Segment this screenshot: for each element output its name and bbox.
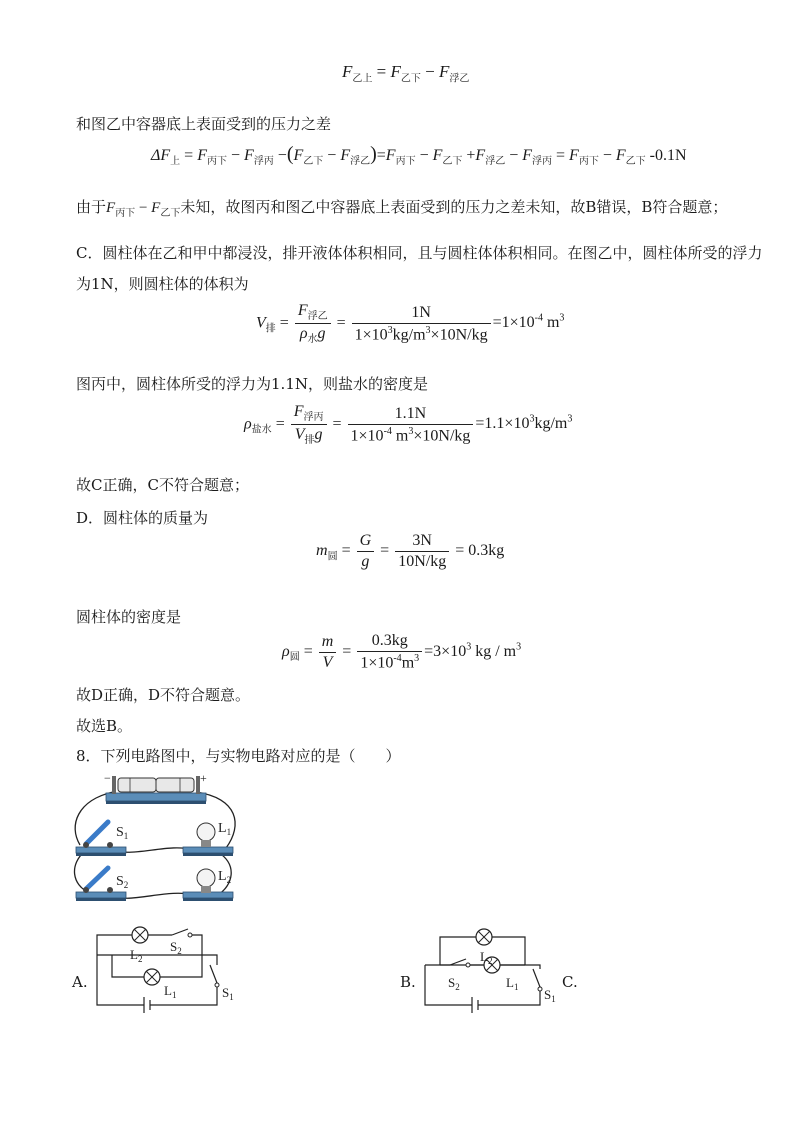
svg-text:L2: $L_2$	[218, 869, 232, 885]
svg-text:S1: $S_1$	[544, 987, 556, 1004]
paragraph-c-line2: 为1N，则圆柱体的体积为	[76, 275, 249, 293]
svg-text:S2: $S_2$	[116, 874, 129, 890]
paragraph-density-intro: 圆柱体的密度是	[76, 608, 182, 626]
equation-salt-density: $\rho_{盐水}$ = $\frac{F_{浮丙}}{V_排g}$ = $\frac{1.1N}{1\times 10^{-4} m^3\times 10N/kg}$ $=1.1\times 10^3kg/m^3$	[244, 403, 573, 447]
svg-text:L1: $L_1$	[506, 975, 519, 992]
equation-cylinder-density: $\rho_圆$ = $\frac{m}{V}$ = $\frac{0.3kg}{1\times 10^{-4}m^3}$ $=3\times 10^3$ kg / $m^3$	[282, 632, 522, 672]
battery-plus-label: +	[200, 771, 207, 785]
paragraph-unknown: 由于$F_{丙下} - F_{乙下}$未知，故图丙和图乙中容器底上表面受到的压力之差未知，故B错误，B符合题意；	[76, 198, 728, 219]
lamp-l2-icon	[476, 929, 492, 945]
svg-text:S1: $S_1$	[116, 825, 129, 841]
paragraph-answer: 故选B。	[76, 717, 133, 735]
equation-f-top: $F_{乙上} = F_{乙下} - F_{浮乙}$	[342, 62, 470, 85]
paragraph-d-intro: D．圆柱体的质量为	[76, 509, 209, 527]
physical-circuit-diagram	[68, 770, 248, 920]
paragraph-salt-water: 图丙中，圆柱体所受的浮力为1.1N，则盐水的密度是	[76, 375, 428, 393]
svg-text:S2: $S_2$	[448, 975, 460, 992]
svg-text:S1: $S_1$	[222, 985, 234, 1002]
lamp-l1-icon	[144, 969, 160, 985]
equation-delta-f: $\Delta F_上 = F_{丙下} - F_{浮丙} -(F_{乙下} - F_{浮乙})=F_{丙下} - F_{乙下} +F_{浮乙} - F_{浮丙} = F_{丙下} - F_{乙下}$ -0.1N	[151, 143, 687, 168]
svg-text:L2: $L_2$	[130, 947, 143, 964]
equation-mass: $m_圆$ = $\frac{G}{g}$ = $\frac{3N}{10N/kg}$ = 0.3kg	[316, 532, 505, 570]
option-a-circuit[interactable]	[92, 925, 252, 1015]
lamp-l2-icon	[132, 927, 148, 943]
option-c-label[interactable]: C.	[562, 973, 578, 991]
battery-minus-label: −	[104, 771, 111, 785]
svg-text:L1: $L_1$	[164, 983, 177, 1000]
svg-text:L1: $L_1$	[218, 821, 232, 837]
paragraph-c-line1: C．圆柱体在乙和甲中都浸没，排开液体体积相同，且与圆柱体体积相同。在图乙中，圆柱体所受的浮力	[76, 244, 763, 262]
svg-text:S2: $S_2$	[170, 939, 182, 956]
paragraph-c-conclusion: 故C正确，C不符合题意；	[76, 476, 249, 494]
svg-text:L2: $L_2$	[480, 949, 493, 966]
paragraph-d-conclusion: 故D正确，D不符合题意。	[76, 686, 251, 704]
option-b-label[interactable]: B.	[400, 973, 416, 991]
paragraph-pressure-diff: 和图乙中容器底上表面受到的压力之差	[76, 115, 332, 133]
equation-volume: $V_排$ = $\frac{F_{浮乙}}{\rho_水g}$ = $\frac{1N}{1\times 10^3kg/m^3\times 10N/kg}$ $=1\times 10^{-4}$ $m^3$	[256, 302, 565, 346]
option-b-circuit[interactable]	[420, 925, 570, 1015]
question-8-text: 8．下列电路图中，与实物电路对应的是（ ）	[76, 747, 401, 765]
option-a-label[interactable]: A.	[72, 973, 88, 991]
